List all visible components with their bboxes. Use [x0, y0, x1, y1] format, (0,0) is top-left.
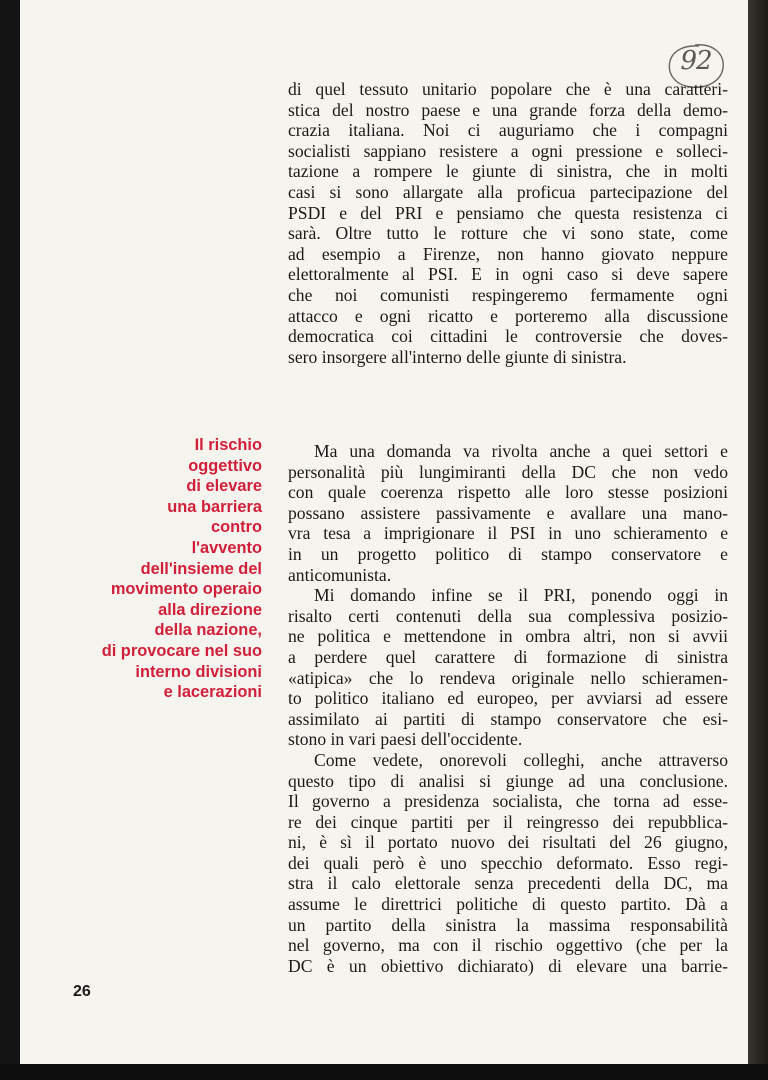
main-text-column	[288, 441, 728, 976]
pull-quote-line: della nazione,	[154, 621, 262, 640]
pull-quote	[60, 435, 262, 703]
text-line: PSDI e del PRI e pensiamo che questa resistenza ci	[288, 202, 728, 223]
text-line: sarà. Oltre tutto le rotture che vi sono state, come	[288, 223, 728, 244]
page-edge-shadow	[748, 0, 768, 1080]
pull-quote-line: oggettivo	[188, 456, 262, 475]
text-line: in un progetto politico di stampo conservatore e	[288, 543, 728, 564]
text-line: «atipica» che lo rendeva originale nello schieramen-	[288, 667, 728, 688]
pull-quote-line: dell'insieme del	[140, 559, 262, 578]
text-line: assume le direttrici politiche di questo partito. Dà a	[288, 894, 728, 915]
text-line: re dei cinque partiti per il reingresso dei repubblica-	[288, 811, 728, 832]
text-line: socialisti sappiano resistere a ogni pressione e solleci-	[288, 140, 728, 161]
scan-bottom-edge	[0, 1064, 768, 1080]
text-line: nel governo, ma con il rischio oggettivo (che per la	[288, 935, 728, 956]
text-line: democratica coi cittadini le controversie che doves-	[288, 326, 728, 347]
pull-quote-line: di provocare nel suo	[101, 641, 262, 660]
pull-quote-line: l'avvento	[191, 538, 262, 557]
text-line: tazione a rompere le giunte di sinistra, che in molti	[288, 161, 728, 182]
text-line: to politico italiano ed europeo, per avviarsi ad essere	[288, 688, 728, 709]
text-line: personalità più lungimiranti della DC che non vedo	[288, 461, 728, 482]
document-page	[20, 0, 748, 1064]
pull-quote-line: alla direzione	[158, 600, 262, 619]
text-line: a perdere quel carattere di formazione di sinistra	[288, 646, 728, 667]
text-line: stra il calo elettorale senza precedenti della DC, ma	[288, 873, 728, 894]
text-line: un partito della sinistra la massima responsabilità	[288, 914, 728, 935]
pull-quote-line: Il rischio	[194, 436, 262, 454]
text-line: che noi comunisti respingeremo fermamente ogni	[288, 284, 728, 305]
pull-quote-line: di elevare	[186, 477, 262, 496]
text-line: dei quali però è uno specchio deformato. Esso regi-	[288, 852, 728, 873]
text-line: risalto certi contenuti della sua complessiva posizio-	[288, 605, 728, 626]
text-line: stica del nostro paese e una grande forza della demo-	[288, 99, 728, 120]
pull-quote-line: contro	[211, 518, 262, 537]
text-line: assimilato ai partiti di stampo conservatore che esi-	[288, 708, 728, 729]
text-line: sero insorgere all'interno delle giunte di sinistra.	[288, 346, 627, 367]
text-line: Mi domando infine se il PRI, ponendo oggi in	[314, 585, 728, 606]
text-line: di quel tessuto unitario popolare che è una caratteri-	[288, 79, 728, 99]
pull-quote-line: interno divisioni	[135, 662, 262, 681]
paragraph	[288, 441, 728, 585]
paragraph	[288, 750, 728, 977]
text-line: con quale coerenza rispetto alle loro stesse posizioni	[288, 482, 728, 503]
pull-quote-line: una barriera	[167, 497, 262, 516]
text-line: casi si sono allargate alla proficua partecipazione del	[288, 181, 728, 202]
text-line: vra tesa a imprigionare il PSI in uno schieramento e	[288, 523, 728, 544]
text-line: stono in vari paesi dell'occidente.	[288, 729, 523, 750]
text-line: crazia italiana. Noi ci auguriamo che i compagni	[288, 120, 728, 141]
text-line: questo tipo di analisi si giunge ad una conclusione.	[288, 770, 728, 791]
text-line: Ma una domanda va rivolta anche a quei settori e	[314, 441, 728, 461]
text-line: ni, è sì il portato nuovo dei risultati del 26 giugno,	[288, 832, 728, 853]
pull-quote-line: e lacerazioni	[163, 683, 262, 702]
page-number: 26	[73, 983, 91, 1000]
top-paragraph	[288, 79, 728, 367]
handwritten-number: 92	[680, 46, 712, 76]
text-line: Il governo a presidenza socialista, che torna ad esse-	[288, 791, 728, 812]
text-line: DC è un obiettivo dichiarato) di elevare una barrie-	[288, 955, 728, 976]
text-line: ad esempio a Firenze, non hanno giovato neppure	[288, 243, 728, 264]
text-line: elettoralmente al PSI. E in ogni caso si deve sapere	[288, 264, 728, 285]
text-line: possano assistere passivamente e avallare una mano-	[288, 502, 728, 523]
text-line: ne politica e mettendone in ombra altri, non si avvii	[288, 626, 728, 647]
text-line: Come vedete, onorevoli colleghi, anche attraverso	[314, 749, 728, 770]
pull-quote-line: movimento operaio	[110, 580, 262, 599]
paragraph	[288, 585, 728, 750]
text-line: attacco e ogni ricatto e porteremo alla discussione	[288, 305, 728, 326]
text-line: anticomunista.	[288, 564, 392, 585]
